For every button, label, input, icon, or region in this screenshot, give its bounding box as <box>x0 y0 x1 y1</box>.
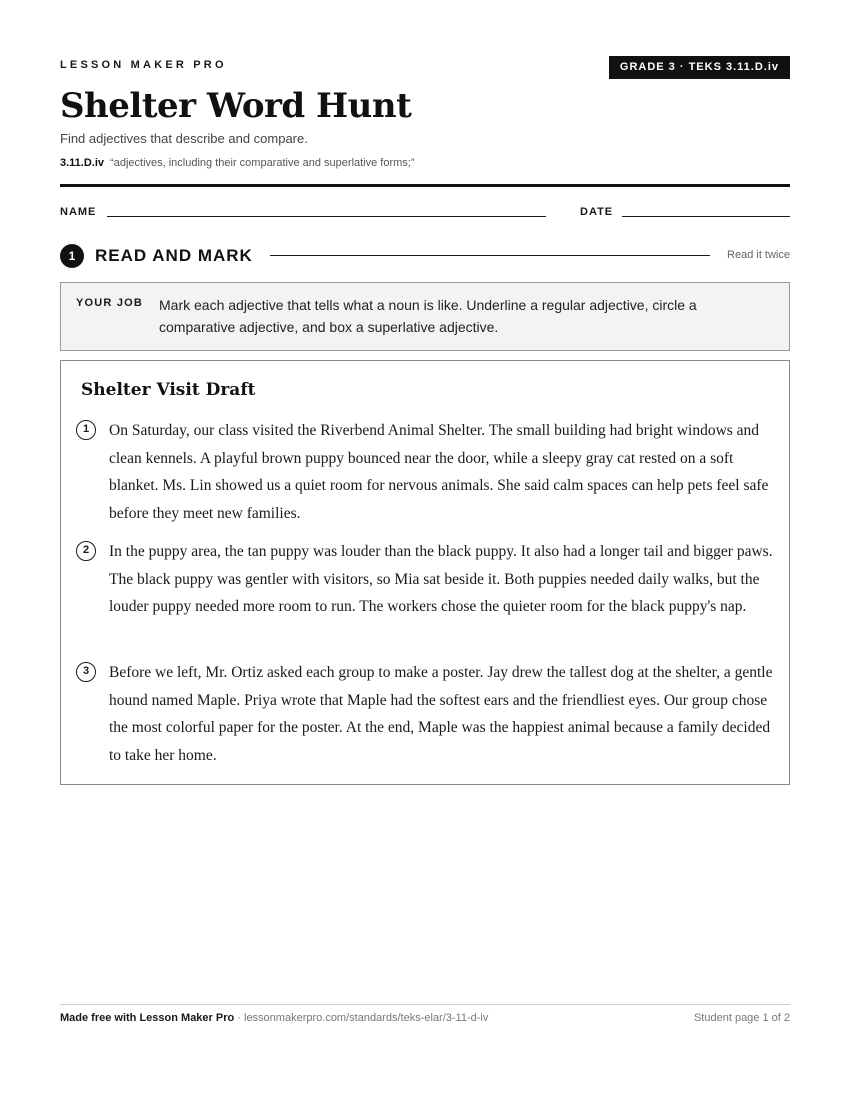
worksheet-page <box>60 0 790 1100</box>
date-field[interactable] <box>622 216 790 217</box>
section-header <box>60 244 790 268</box>
footer-page-number: Student page 1 of 2 <box>693 1012 790 1024</box>
standard-code: 3.11.D.iv <box>60 157 105 169</box>
worksheet-subtitle: Find adjectives that describe and compare. <box>60 131 308 146</box>
name-date-row <box>60 205 790 219</box>
standard-line <box>60 157 415 169</box>
section-title: READ AND MARK <box>95 246 253 265</box>
section-number-badge: 1 <box>60 244 84 268</box>
paragraph-text: On Saturday, our class visited the Riverbend Animal Shelter. The small building had bright windows and clean kennels. A playful brown puppy bounced near the door, while a sleepy gray cat rested on a soft blanket. Ms. Lin showed us a quiet room for nervous animals. She said calm spaces can help pets feel safe before they meet new families. <box>109 422 769 522</box>
instructions-text: Mark each adjective that tells what a noun is like. Underline a regular adjective, circle a comparative adjective, and box a superlative adjective. <box>159 297 697 335</box>
footer-made-with: Made free with Lesson Maker Pro <box>60 1012 235 1024</box>
reading-passage-box <box>60 360 790 785</box>
paragraph-number: 2 <box>76 541 96 561</box>
passage-title: Shelter Visit Draft <box>81 380 256 400</box>
footer-credit <box>60 1012 488 1024</box>
footer-divider <box>60 1004 790 1005</box>
paragraph-text: In the puppy area, the tan puppy was louder than the black puppy. It also had a longer tail and bigger paws. The black puppy was gentler with visitors, so Mia sat beside it. Both puppies needed daily walks, but the louder puppy needed more room to run. The workers chose the quieter room for the black puppy's nap. <box>109 543 773 615</box>
section-divider <box>270 255 710 256</box>
instructions-label: YOUR JOB <box>76 297 144 309</box>
instructions-box <box>60 282 790 351</box>
header-divider <box>60 184 790 187</box>
section-note: Read it twice <box>727 249 790 261</box>
brand-name: LESSON MAKER PRO <box>60 59 227 71</box>
grade-badge: GRADE 3 · TEKS 3.11.D.iv <box>609 56 790 79</box>
worksheet-title: Shelter Word Hunt <box>60 86 412 126</box>
name-field[interactable] <box>107 216 546 217</box>
name-label: NAME <box>60 206 97 218</box>
date-label: DATE <box>580 206 614 218</box>
standard-text: “adjectives, including their comparative and superlative forms;” <box>110 157 415 169</box>
top-bar <box>60 56 790 80</box>
footer-separator: · <box>234 1012 244 1024</box>
paragraph-text: Before we left, Mr. Ortiz asked each group to make a poster. Jay drew the tallest dog at the shelter, a gentle hound named Maple. Priya wrote that Maple had the softest ears and the friendliest eyes. Our group chose the most colorful paper for the poster. At the end, Maple was the happiest animal because a family decided to take her home. <box>109 664 773 764</box>
paragraph-number: 3 <box>76 662 96 682</box>
paragraph-number: 1 <box>76 420 96 440</box>
footer-url-link[interactable]: lessonmakerpro.com/standards/teks-elar/3-11-d-iv <box>244 1012 489 1024</box>
